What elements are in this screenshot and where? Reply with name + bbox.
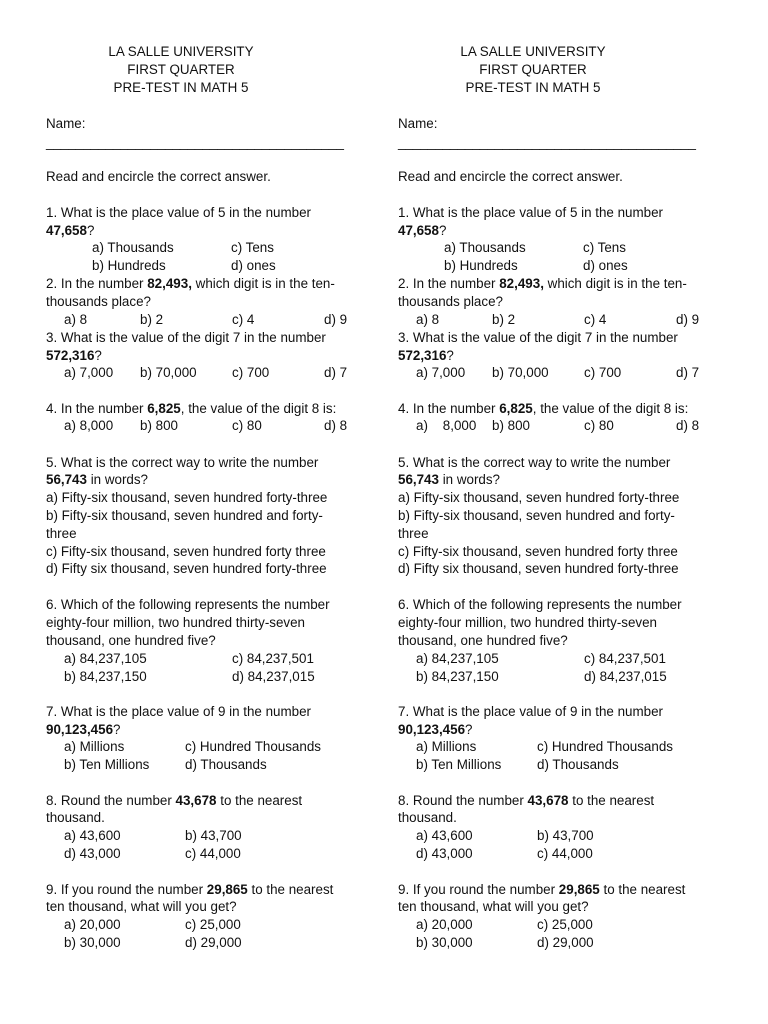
question-3-text: 3. What is the value of the digit 7 in the number — [398, 330, 678, 345]
option: c) Tens — [583, 240, 626, 255]
option: d) 43,000 — [416, 846, 473, 861]
question-3-options — [398, 364, 718, 382]
question-4-options — [46, 417, 366, 435]
name-line: ________________________________________ — [398, 135, 696, 150]
option: c) 44,000 — [537, 846, 593, 861]
option: c) 44,000 — [185, 846, 241, 861]
option: c) 25,000 — [185, 917, 241, 932]
question-1-text: 1. What is the place value of 5 in the number — [46, 205, 311, 220]
option: a) Fifty-six thousand, seven hundred forty-three — [398, 490, 680, 505]
question-9-options — [398, 916, 718, 952]
option: b) 43,700 — [185, 828, 242, 843]
option: c) Hundred Thousands — [537, 739, 673, 754]
option: d) ones — [231, 258, 276, 273]
option: b) 2 — [140, 312, 164, 327]
option: c) 700 — [232, 365, 270, 380]
option-cont: three — [398, 526, 429, 541]
option: c) 84,237,501 — [584, 651, 666, 666]
option: a) 20,000 — [64, 917, 121, 932]
option: d) 9 — [676, 312, 700, 327]
question-7-options — [398, 738, 718, 774]
option: c) 700 — [584, 365, 622, 380]
option: a) 7,000 — [64, 365, 114, 380]
quarter-title: FIRST QUARTER — [127, 62, 235, 77]
test-title: PRE-TEST IN MATH 5 — [113, 80, 249, 95]
option: a) Thousands — [92, 240, 174, 255]
option: a) Fifty-six thousand, seven hundred forty-three — [46, 490, 328, 505]
question-9-text-cont: ten thousand, what will you get? — [398, 899, 589, 914]
option: a) 20,000 — [416, 917, 473, 932]
option: c) 25,000 — [537, 917, 593, 932]
question-9-text: 9. If you round the number 29,865 to the nearest — [46, 882, 334, 897]
option: c) Tens — [231, 240, 274, 255]
question-1-options — [46, 239, 366, 275]
question-3-number: 572,316? — [46, 348, 102, 363]
question-6-text-cont: eighty-four million, two hundred thirty-seven — [46, 615, 306, 630]
option: c) Hundred Thousands — [185, 739, 321, 754]
question-5-text: 5. What is the correct way to write the number — [46, 455, 319, 470]
option: b) 2 — [492, 312, 516, 327]
option: a) 8 — [64, 312, 88, 327]
option: d) 8 — [324, 418, 348, 433]
option: c) 4 — [584, 312, 607, 327]
question-8-text-cont: thousand. — [46, 810, 105, 825]
question-6-text-cont: thousand, one hundred five? — [46, 633, 216, 648]
option: a) Millions — [416, 739, 477, 754]
option: b) 70,000 — [492, 365, 549, 380]
school-name: LA SALLE UNIVERSITY — [460, 44, 606, 59]
question-2-options — [398, 311, 718, 329]
quarter-title: FIRST QUARTER — [479, 62, 587, 77]
question-7-text: 7. What is the place value of 9 in the number — [398, 704, 663, 719]
option: a) 84,237,105 — [64, 651, 147, 666]
name-label: Name: — [398, 116, 438, 131]
question-3-options — [46, 364, 366, 382]
option: c) 4 — [232, 312, 255, 327]
question-9-options — [46, 916, 366, 952]
question-5-number: 56,743 in words? — [398, 472, 500, 487]
option: d) 7 — [324, 365, 348, 380]
option: b) 800 — [140, 418, 178, 433]
question-1-number: 47,658? — [46, 223, 95, 238]
option: d) 43,000 — [64, 846, 121, 861]
option: b) 800 — [492, 418, 530, 433]
option: b) Ten Millions — [416, 757, 502, 772]
option: a) 8,000 — [416, 418, 477, 433]
question-5-number: 56,743 in words? — [46, 472, 148, 487]
option: d) Fifty six thousand, seven hundred forty-three — [46, 561, 327, 576]
question-1-number: 47,658? — [398, 223, 447, 238]
option: d) 8 — [676, 418, 700, 433]
option: d) Thousands — [537, 757, 619, 772]
question-6-text: 6. Which of the following represents the number — [398, 597, 682, 612]
option: a) Thousands — [444, 240, 526, 255]
school-name: LA SALLE UNIVERSITY — [108, 44, 254, 59]
question-2-options — [46, 311, 366, 329]
question-2-text: 2. In the number 82,493, which digit is in the ten- — [398, 276, 687, 291]
option: c) 80 — [584, 418, 614, 433]
option: b) Fifty-six thousand, seven hundred and forty- — [398, 508, 675, 523]
question-8-options — [46, 827, 366, 863]
question-6-text: 6. Which of the following represents the number — [46, 597, 330, 612]
option: c) 80 — [232, 418, 262, 433]
option: d) ones — [583, 258, 628, 273]
question-1-options — [398, 239, 718, 275]
option: a) 43,600 — [64, 828, 121, 843]
option: b) 43,700 — [537, 828, 594, 843]
option: b) Ten Millions — [64, 757, 150, 772]
option: d) Thousands — [185, 757, 267, 772]
question-3-text: 3. What is the value of the digit 7 in the number — [46, 330, 326, 345]
question-7-number: 90,123,456? — [46, 722, 121, 737]
option-cont: three — [46, 526, 77, 541]
name-line: ________________________________________ — [46, 135, 344, 150]
name-label: Name: — [46, 116, 86, 131]
question-6-text-cont: eighty-four million, two hundred thirty-seven — [398, 615, 658, 630]
option: c) 84,237,501 — [232, 651, 314, 666]
question-7-text: 7. What is the place value of 9 in the number — [46, 704, 311, 719]
question-8-text: 8. Round the number 43,678 to the nearest — [46, 793, 303, 808]
option: a) 8 — [416, 312, 440, 327]
question-4-text: 4. In the number 6,825, the value of the digit 8 is: — [46, 401, 337, 416]
option: d) 84,237,015 — [584, 669, 667, 684]
option: b) Hundreds — [92, 258, 166, 273]
option: b) 30,000 — [416, 935, 473, 950]
option: d) 7 — [676, 365, 700, 380]
question-6-options — [398, 650, 718, 686]
question-4-text: 4. In the number 6,825, the value of the digit 8 is: — [398, 401, 689, 416]
question-1-text: 1. What is the place value of 5 in the number — [398, 205, 663, 220]
option: a) 8,000 — [64, 418, 114, 433]
option: d) Fifty six thousand, seven hundred forty-three — [398, 561, 679, 576]
option: c) Fifty-six thousand, seven hundred forty three — [398, 544, 678, 559]
option: d) 29,000 — [185, 935, 242, 950]
question-9-text-cont: ten thousand, what will you get? — [46, 899, 237, 914]
option: b) 84,237,150 — [64, 669, 147, 684]
question-8-options — [398, 827, 718, 863]
option: b) 84,237,150 — [416, 669, 499, 684]
option: b) 70,000 — [140, 365, 197, 380]
question-2-text-cont: thousands place? — [46, 294, 151, 309]
option: d) 9 — [324, 312, 348, 327]
option: a) Millions — [64, 739, 125, 754]
question-9-text: 9. If you round the number 29,865 to the nearest — [398, 882, 686, 897]
question-6-text-cont: thousand, one hundred five? — [398, 633, 568, 648]
question-8-text-cont: thousand. — [398, 810, 457, 825]
question-7-options — [46, 738, 366, 774]
option: b) Fifty-six thousand, seven hundred and forty- — [46, 508, 323, 523]
option: a) 7,000 — [416, 365, 466, 380]
option: d) 84,237,015 — [232, 669, 315, 684]
instruction: Read and encircle the correct answer. — [398, 169, 623, 184]
question-5-text: 5. What is the correct way to write the number — [398, 455, 671, 470]
question-6-options — [46, 650, 366, 686]
option: b) Hundreds — [444, 258, 518, 273]
question-2-text: 2. In the number 82,493, which digit is in the ten- — [46, 276, 335, 291]
option: a) 43,600 — [416, 828, 473, 843]
question-2-text-cont: thousands place? — [398, 294, 503, 309]
question-3-number: 572,316? — [398, 348, 454, 363]
question-7-number: 90,123,456? — [398, 722, 473, 737]
option: c) Fifty-six thousand, seven hundred forty three — [46, 544, 326, 559]
question-4-options — [398, 417, 718, 435]
option: d) 29,000 — [537, 935, 594, 950]
option: b) 30,000 — [64, 935, 121, 950]
instruction: Read and encircle the correct answer. — [46, 169, 271, 184]
option: a) 84,237,105 — [416, 651, 499, 666]
test-title: PRE-TEST IN MATH 5 — [465, 80, 601, 95]
question-8-text: 8. Round the number 43,678 to the nearest — [398, 793, 655, 808]
